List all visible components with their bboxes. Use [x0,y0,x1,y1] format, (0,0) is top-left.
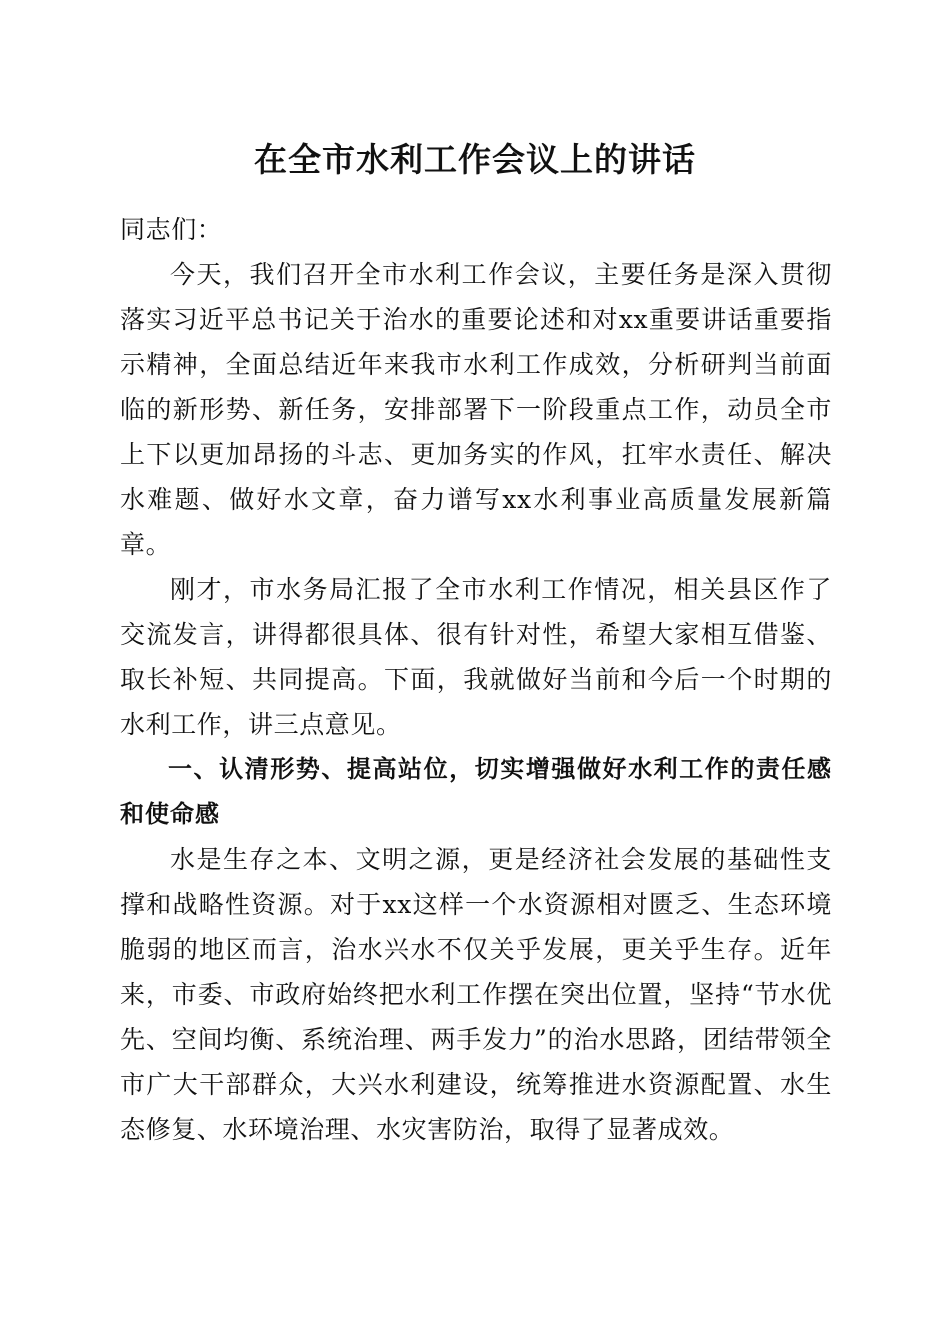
document-body [120,207,832,1152]
salutation: 同志们： [120,215,223,244]
paragraph-remarks: 刚才，市水务局汇报了全市水利工作情况，相关县区作了交流发言，讲得都很具体、很有针对性，希望大家相互借鉴、取长补短、共同提高。下面，我就做好当前和今后一个时期的水利工作，讲三点意见。 [120,575,832,739]
section-heading: 一、认清形势、提高站位，切实增强做好水利工作的责任感和使命感 [120,755,832,828]
paragraph-section-one: 水是生存之本、文明之源，更是经济社会发展的基础性支撑和战略性资源。对于xx这样一个水资源相对匮乏、生态环境脆弱的地区而言，治水兴水不仅关乎发展，更关乎生存。近年来，市委、市政府始终把水利工作摆在突出位置，坚持“节水优先、空间均衡、系统治理、两手发力”的治水思路，团结带领全市广大干部群众，大兴水利建设，统筹推进水资源配置、水生态修复、水环境治理、水灾害防治，取得了显著成效。 [120,845,832,1144]
document-title: 在全市水利工作会议上的讲话 [254,140,696,179]
paragraph-opening: 今天，我们召开全市水利工作会议，主要任务是深入贯彻落实习近平总书记关于治水的重要论述和对xx重要讲话重要指示精神，全面总结近年来我市水利工作成效，分析研判当前面临的新形势、新任务，安排部署下一阶段重点工作，动员全市上下以更加昂扬的斗志、更加务实的作风，扛牢水责任、解决水难题、做好水文章，奋力谱写xx水利事业高质量发展新篇章。 [120,260,832,559]
